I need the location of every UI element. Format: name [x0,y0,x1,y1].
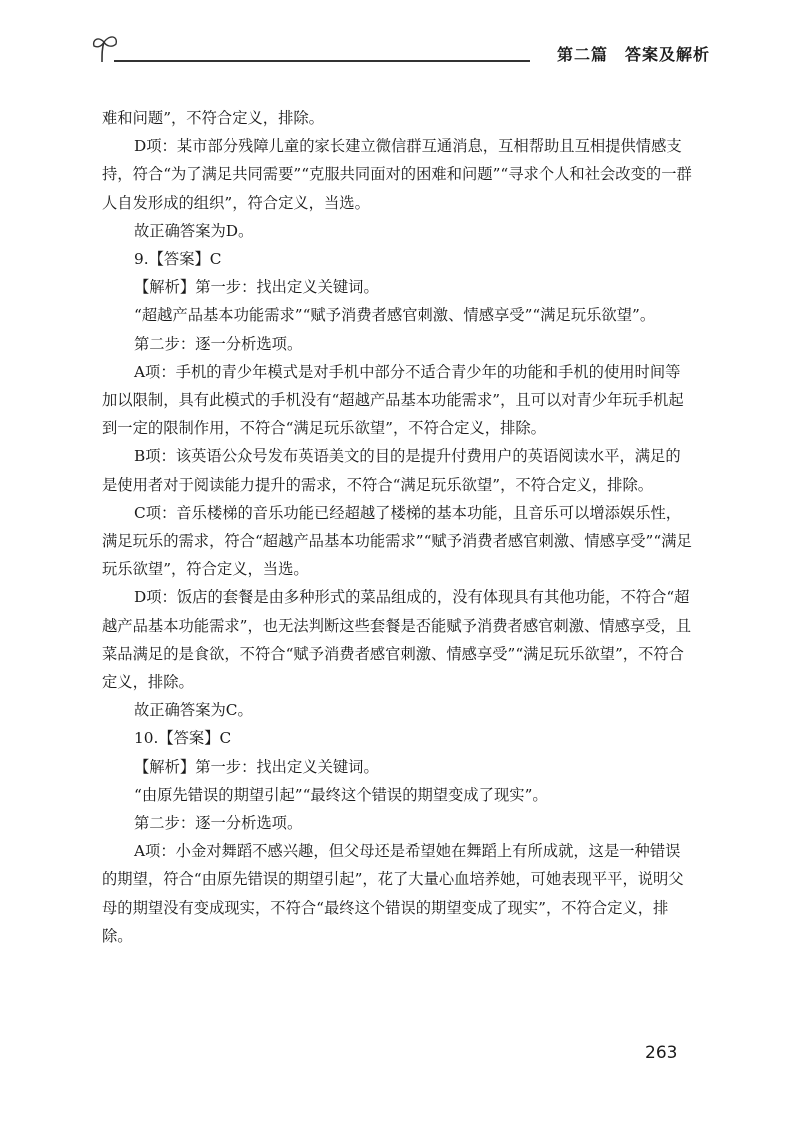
header-title: 第二篇 答案及解析 [556,45,710,64]
page-header [90,30,710,70]
paragraph: 难和问题”，不符合定义，排除。 [102,109,324,127]
answer-heading: 9.【答案】C [134,250,222,269]
paragraph: 第二步：逐一分析选项。 [134,814,303,833]
paragraph: 故正确答案为C。 [134,701,253,720]
paragraph: “由原先错误的期望引起”“最终这个错误的期望变成了现实”。 [134,785,548,804]
analysis-heading: 【解析】第一步：找出定义关键词。 [134,278,379,297]
analysis-heading: 【解析】第一步：找出定义关键词。 [134,757,379,776]
paragraph: 故正确答案为D。 [134,221,254,240]
paragraph: C项：音乐楼梯的音乐功能已经超越了楼梯的基本功能，且音乐可以增添娱乐性，满足玩乐的需求，符合“超越产品基本功能需求”“赋予消费者感官刺激、情感享受”“满足玩乐欲望”，符合定义，当选。 [102,503,692,579]
header-rule [114,60,530,62]
paragraph: B项：该英语公众号发布英语美文的目的是提升付费用户的英语阅读水平，满足的是使用者对于阅读能力提升的需求，不符合“满足玩乐欲望”，不符合定义，排除。 [102,447,681,494]
paragraph: D项：饭店的套餐是由多种形式的菜品组成的，没有体现具有其他功能，不符合“超越产品基本功能需求”，也无法判断这些套餐是否能赋予消费者感官刺激、情感享受，且菜品满足的是食欲，不符合“赋予消费者感官刺激、情感享受”“满足玩乐欲望”，不符合定义，排除。 [102,588,692,692]
answer-heading: 10.【答案】C [134,729,232,748]
answer-text [102,104,694,950]
paragraph: “超越产品基本功能需求”“赋予消费者感官刺激、情感享受”“满足玩乐欲望”。 [134,306,656,325]
paragraph: D项：某市部分残障儿童的家长建立微信群互通消息，互相帮助且互相提供情感支持，符合“为了满足共同需要”“克服共同面对的困难和问题”“寻求个人和社会改变的一群人自发形成的组织”，符合定义，当选。 [102,137,692,212]
paragraph: 第二步：逐一分析选项。 [134,334,303,353]
page-number: 263 [645,1043,678,1063]
paragraph: A项：手机的青少年模式是对手机中部分不适合青少年的功能和手机的使用时间等加以限制，具有此模式的手机没有“超越产品基本功能需求”，且可以对青少年玩手机起到一定的限制作用，不符合“满足玩乐欲望”，不符合定义，排除。 [102,362,684,438]
paragraph: A项：小金对舞蹈不感兴趣，但父母还是希望她在舞蹈上有所成就，这是一种错误的期望，符合“由原先错误的期望引起”，花了大量心血培养她，可她表现平平，说明父母的期望没有变成现实，不符合“最终这个错误的期望变成了现实”，不符合定义，排除。 [102,842,684,945]
